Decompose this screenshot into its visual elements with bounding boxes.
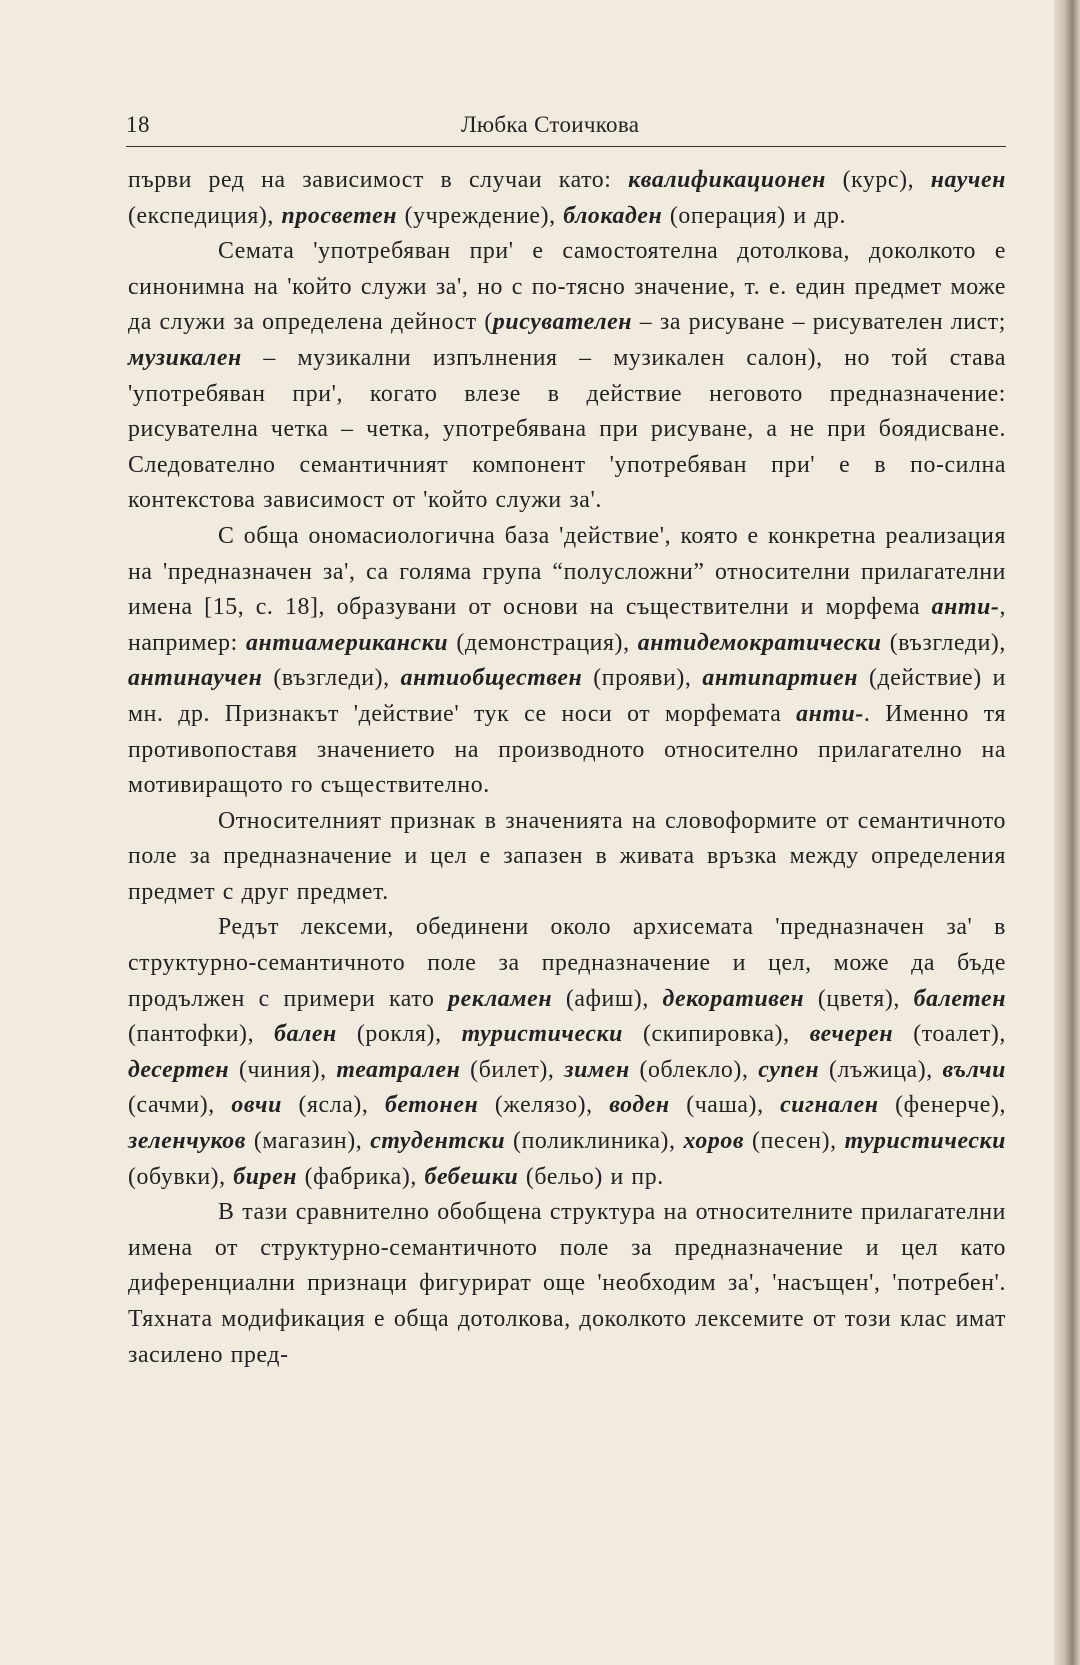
text-segment: (учреждение),	[397, 202, 564, 229]
text-segment: (бельо) и пр.	[518, 1163, 664, 1190]
text-segment: (възгледи),	[881, 629, 1006, 656]
example-word: бетонен	[384, 1092, 479, 1119]
example-word: студентски	[370, 1128, 506, 1155]
text-segment: (обувки),	[128, 1163, 234, 1190]
example-word: хоров	[683, 1128, 745, 1155]
example-word: анти-	[796, 700, 864, 727]
paragraph	[128, 234, 1006, 519]
text-segment: (афиш),	[552, 985, 663, 1012]
text-segment: Редът лексеми, обединени около архисемата 'предназначен за' в структурно-семантичното поле за предназначение и цел, може да бъде продължен с примери като	[128, 914, 1006, 1012]
example-word: антинаучен	[128, 665, 263, 692]
body-text	[128, 163, 1006, 1373]
text-segment: – за рисуване – рисувателен лист;	[632, 309, 1007, 336]
example-word: зеленчуков	[128, 1128, 246, 1155]
text-segment: , например:	[128, 594, 1006, 656]
text-segment: (цветя),	[804, 985, 914, 1012]
paragraph	[128, 519, 1006, 804]
page-edge	[1054, 0, 1080, 1665]
example-word: научен	[930, 167, 1006, 193]
text-segment: (прояви),	[582, 665, 703, 692]
text-segment: (чиния),	[229, 1056, 337, 1083]
text-segment: (желязо),	[478, 1092, 610, 1119]
header-rule	[126, 146, 1006, 147]
text-segment: (песен),	[744, 1128, 845, 1155]
example-word: антиамерикански	[246, 629, 449, 656]
text-segment: (магазин),	[245, 1128, 371, 1155]
text-segment: (експедиция),	[128, 202, 282, 229]
example-word: супен	[758, 1056, 820, 1083]
text-segment: Относителният признак в значенията на словоформите от семантичното поле за предназначение и цел е запазен в живата връзка между определения предмет с друг предмет.	[128, 807, 1006, 905]
paragraph	[128, 163, 1006, 234]
example-word: рисувателен	[492, 309, 633, 336]
example-word: туристически	[844, 1128, 1006, 1155]
running-header	[126, 104, 1006, 144]
example-word: декоративен	[662, 985, 805, 1012]
text-segment: (пантофки),	[128, 1021, 275, 1048]
example-word: вечерен	[809, 1021, 894, 1048]
text-segment: (фабрика),	[297, 1163, 425, 1190]
text-segment: (операция) и др.	[662, 202, 847, 229]
example-word: зимен	[564, 1056, 630, 1083]
text-segment: (поликлиника),	[505, 1128, 684, 1155]
text-segment: . Именно тя противопоставя значението на производното относително прилагателно на мотивиращото го съществително.	[128, 700, 1006, 799]
example-word: вълчи	[942, 1056, 1006, 1083]
paragraph	[128, 804, 1006, 911]
example-word: сигнален	[780, 1092, 879, 1119]
example-word: бебешки	[424, 1163, 519, 1190]
text-segment: (възгледи),	[262, 665, 401, 692]
example-word: бирен	[233, 1163, 298, 1190]
example-word: анти-	[931, 594, 1000, 621]
example-word: антипартиен	[702, 665, 859, 692]
example-word: туристически	[461, 1021, 624, 1048]
text-segment: (билет),	[460, 1056, 565, 1083]
text-segment: (сачми),	[128, 1092, 232, 1119]
text-segment: Семата 'употребяван при' е самостоятелна дотолкова, доколкото е синонимна на 'който служи за', но с по-тясно значение, т. е. един предмет може да служи за определена дейност (	[128, 238, 1006, 336]
paragraph	[128, 1195, 1006, 1373]
example-word: десертен	[128, 1056, 230, 1083]
text-segment: (ясла),	[281, 1092, 385, 1119]
text-segment: (курс),	[825, 167, 931, 193]
example-word: антиобществен	[400, 665, 583, 692]
text-segment: (действие) и мн. др. Признакът 'действие' тук се носи от морфемата	[128, 665, 1007, 727]
text-segment: първи ред на зависимост в случаи като:	[128, 167, 629, 193]
paragraph	[128, 910, 1006, 1195]
text-segment: (облекло),	[629, 1056, 759, 1083]
text-segment: (тоалет),	[893, 1021, 1006, 1048]
text-segment: (лъжица),	[819, 1056, 943, 1083]
example-word: блокаден	[563, 202, 663, 229]
page-number: 18	[126, 112, 150, 137]
example-word: балетен	[913, 985, 1007, 1012]
text-segment: (чаша),	[669, 1092, 781, 1119]
text-segment: С обща ономасиологична база 'действие', която е конкретна реализация на 'предназначен за', са голяма група “полусложни” относителни прилагателни имена [15, с. 18], образувани от основи на съществителни и морфема	[128, 522, 1006, 621]
text-segment: (рокля),	[336, 1021, 462, 1048]
text-segment: В тази сравнително обобщена структура на относителните прилагателни имена от структурно-семантичното поле за предназначение и цел като диференциални признаци фигурират още 'необходим за', 'насъщен', 'потребен'. Тяхната модификация е обща дотолкова, доколкото лексемите от този клас имат засилено пред-	[128, 1199, 1006, 1368]
running-title: Любка Стоичкова	[461, 112, 640, 137]
text-segment: (скипировка),	[623, 1021, 810, 1048]
example-word: бален	[274, 1021, 337, 1048]
text-segment: – музикални изпълнения – музикален салон), но той става 'употребяван при', когато влезе в действие неговото предназначение: рисувателна четка – четка, употребявана при рисуване, а не при боядисване. Следователно семантичният компонент 'употребяван при' е в по-силна контекстова зависимост от 'който служи за'.	[128, 344, 1006, 514]
example-word: овчи	[231, 1092, 282, 1119]
text-segment: (фенерче),	[878, 1092, 1007, 1119]
text-segment: (демонстрация),	[448, 629, 638, 656]
example-word: театрален	[336, 1056, 461, 1083]
example-word: антидемократически	[637, 629, 882, 656]
example-word: рекламен	[448, 985, 553, 1012]
example-word: просветен	[281, 202, 398, 229]
example-word: воден	[609, 1092, 670, 1119]
example-word: квалификационен	[628, 167, 826, 193]
example-word: музикален	[128, 344, 242, 371]
